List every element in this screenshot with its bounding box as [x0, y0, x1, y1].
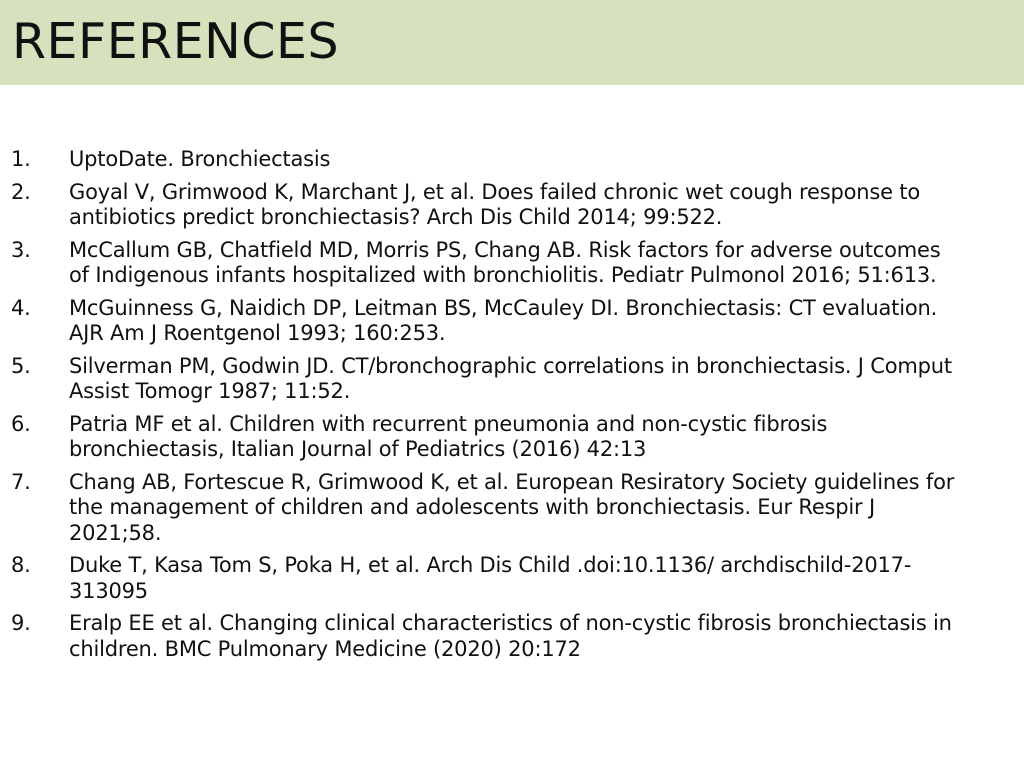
reference-number: 4.	[11, 295, 31, 320]
reference-text: McGuinness G, Naidich DP, Leitman BS, McCauley DI. Bronchiectasis: CT evaluation. AJR Am J Roentgenol 1993; 160:253.	[69, 295, 938, 345]
reference-item	[0, 611, 1024, 662]
title-banner	[0, 0, 1024, 85]
reference-number: 8.	[11, 553, 31, 577]
reference-text: Eralp EE et al. Changing clinical characteristics of non-cystic fibrosis bronchiectasis in children. BMC Pulmonary Medicine (2020) 20:172	[69, 611, 952, 661]
reference-item	[0, 296, 1024, 347]
reference-item	[0, 238, 1024, 289]
reference-item	[0, 412, 1024, 463]
reference-number: 9.	[11, 611, 31, 635]
reference-list	[0, 147, 1024, 669]
slide-title: REFERENCES	[12, 13, 340, 70]
reference-number: 2.	[11, 179, 31, 204]
reference-item	[0, 354, 1024, 405]
reference-text: McCallum GB, Chatfield MD, Morris PS, Chang AB. Risk factors for adverse outcomes of Indigenous infants hospitalized with bronchiolitis. Pediatr Pulmonol 2016; 51:613.	[69, 237, 941, 287]
reference-text: Goyal V, Grimwood K, Marchant J, et al. Does failed chronic wet cough response to antibiotics predict bronchiectasis? Arch Dis Child 2014; 99:522.	[69, 179, 920, 229]
reference-text: Chang AB, Fortescue R, Grimwood K, et al. European Resiratory Society guidelines for the management of children and adolescents with bronchiectasis. Eur Respir J 2021;58.	[69, 469, 955, 545]
reference-item	[0, 147, 1024, 173]
reference-text: Duke T, Kasa Tom S, Poka H, et al. Arch Dis Child .doi:10.1136/ archdischild-2017-313095	[69, 553, 912, 603]
reference-text: UptoDate. Bronchiectasis	[69, 147, 331, 171]
reference-number: 3.	[11, 237, 31, 262]
reference-number: 5.	[11, 353, 31, 378]
reference-text: Silverman PM, Godwin JD. CT/bronchographic correlations in bronchiectasis. J Comput Assist Tomogr 1987; 11:52.	[69, 353, 952, 403]
reference-item	[0, 553, 1024, 604]
reference-item	[0, 470, 1024, 547]
reference-number: 7.	[11, 469, 31, 494]
reference-number: 1.	[11, 147, 31, 171]
reference-text: Patria MF et al. Children with recurrent pneumonia and non-cystic fibrosis bronchiectasis, Italian Journal of Pediatrics (2016) 42:13	[69, 411, 828, 461]
reference-number: 6.	[11, 411, 31, 436]
reference-item	[0, 180, 1024, 231]
